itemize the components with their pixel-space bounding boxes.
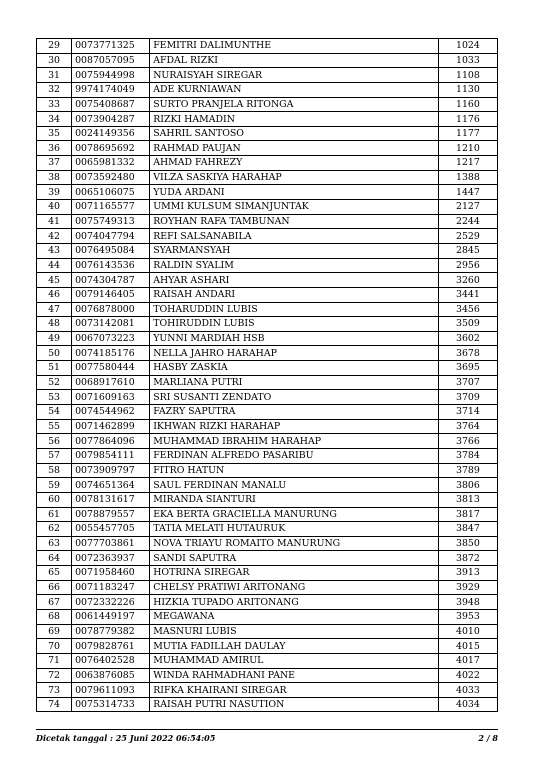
student-id: 0073142081 bbox=[72, 317, 150, 332]
student-name: AHYAR ASHARI bbox=[150, 273, 439, 288]
row-number: 33 bbox=[37, 97, 72, 112]
student-id: 0076143536 bbox=[72, 258, 150, 273]
table-row bbox=[37, 653, 498, 668]
row-number: 42 bbox=[37, 229, 72, 244]
row-number: 37 bbox=[37, 156, 72, 171]
table-row bbox=[37, 68, 498, 83]
student-name: IKHWAN RIZKI HARAHAP bbox=[150, 419, 439, 434]
student-name: ROYHAN RAFA TAMBUNAN bbox=[150, 214, 439, 229]
row-number: 53 bbox=[37, 390, 72, 405]
table-row bbox=[37, 492, 498, 507]
student-id: 0073909797 bbox=[72, 463, 150, 478]
row-number: 70 bbox=[37, 639, 72, 654]
row-number: 62 bbox=[37, 522, 72, 537]
score: 4010 bbox=[438, 624, 497, 639]
score: 3678 bbox=[438, 346, 497, 361]
table-row bbox=[37, 507, 498, 522]
student-id: 0078879557 bbox=[72, 507, 150, 522]
row-number: 49 bbox=[37, 331, 72, 346]
student-name: YUDA ARDANI bbox=[150, 185, 439, 200]
score: 3953 bbox=[438, 609, 497, 624]
table-row bbox=[37, 595, 498, 610]
score: 1210 bbox=[438, 141, 497, 156]
table-row bbox=[37, 419, 498, 434]
student-name: MARLIANA PUTRI bbox=[150, 375, 439, 390]
student-id: 0024149356 bbox=[72, 126, 150, 141]
student-name: SAHRIL SANTOSO bbox=[150, 126, 439, 141]
student-id: 0063876085 bbox=[72, 668, 150, 683]
row-number: 56 bbox=[37, 434, 72, 449]
score: 1024 bbox=[438, 39, 497, 54]
student-id: 0077703861 bbox=[72, 536, 150, 551]
student-name: TOHARUDDIN LUBIS bbox=[150, 302, 439, 317]
row-number: 39 bbox=[37, 185, 72, 200]
student-id: 0075408687 bbox=[72, 97, 150, 112]
score: 2845 bbox=[438, 243, 497, 258]
row-number: 43 bbox=[37, 243, 72, 258]
student-name: MUHAMMAD IBRAHIM HARAHAP bbox=[150, 434, 439, 449]
student-name: FAZRY SAPUTRA bbox=[150, 405, 439, 420]
row-number: 38 bbox=[37, 170, 72, 185]
student-name: HIZKIA TUPADO ARITONANG bbox=[150, 595, 439, 610]
student-id: 0074304787 bbox=[72, 273, 150, 288]
table-row bbox=[37, 375, 498, 390]
student-id: 0073904287 bbox=[72, 112, 150, 127]
student-name: MUTIA FADILLAH DAULAY bbox=[150, 639, 439, 654]
row-number: 40 bbox=[37, 200, 72, 215]
student-id: 0077864096 bbox=[72, 434, 150, 449]
student-ranking-table bbox=[36, 38, 498, 712]
student-id: 0072332226 bbox=[72, 595, 150, 610]
row-number: 63 bbox=[37, 536, 72, 551]
row-number: 73 bbox=[37, 683, 72, 698]
student-name: RIZKI HAMADIN bbox=[150, 112, 439, 127]
student-id: 0073771325 bbox=[72, 39, 150, 54]
score: 4017 bbox=[438, 653, 497, 668]
student-name: SAUL FERDINAN MANALU bbox=[150, 478, 439, 493]
student-name: NELLA JAHRO HARAHAP bbox=[150, 346, 439, 361]
table-row bbox=[37, 53, 498, 68]
score: 3789 bbox=[438, 463, 497, 478]
score: 3602 bbox=[438, 331, 497, 346]
table-row bbox=[37, 580, 498, 595]
score: 1176 bbox=[438, 112, 497, 127]
row-number: 46 bbox=[37, 287, 72, 302]
table-row bbox=[37, 317, 498, 332]
table-row bbox=[37, 566, 498, 581]
score: 2244 bbox=[438, 214, 497, 229]
student-name: SANDI SAPUTRA bbox=[150, 551, 439, 566]
student-id: 0079146405 bbox=[72, 287, 150, 302]
table-row bbox=[37, 697, 498, 712]
row-number: 29 bbox=[37, 39, 72, 54]
row-number: 45 bbox=[37, 273, 72, 288]
student-id: 0078695692 bbox=[72, 141, 150, 156]
student-id: 0071165577 bbox=[72, 200, 150, 215]
row-number: 48 bbox=[37, 317, 72, 332]
table-row bbox=[37, 478, 498, 493]
student-name: REFI SALSANABILA bbox=[150, 229, 439, 244]
row-number: 51 bbox=[37, 361, 72, 376]
table-body bbox=[37, 39, 498, 712]
table-row bbox=[37, 639, 498, 654]
score: 1217 bbox=[438, 156, 497, 171]
row-number: 47 bbox=[37, 302, 72, 317]
table-row bbox=[37, 126, 498, 141]
table-row bbox=[37, 683, 498, 698]
score: 1447 bbox=[438, 185, 497, 200]
score: 1388 bbox=[438, 170, 497, 185]
table-row bbox=[37, 434, 498, 449]
table-row bbox=[37, 668, 498, 683]
student-id: 0074651364 bbox=[72, 478, 150, 493]
score: 3913 bbox=[438, 566, 497, 581]
student-id: 0077580444 bbox=[72, 361, 150, 376]
row-number: 57 bbox=[37, 448, 72, 463]
student-name: MASNURI LUBIS bbox=[150, 624, 439, 639]
table-row bbox=[37, 463, 498, 478]
score: 3929 bbox=[438, 580, 497, 595]
score: 3766 bbox=[438, 434, 497, 449]
score: 3784 bbox=[438, 448, 497, 463]
student-name: RAISAH ANDARI bbox=[150, 287, 439, 302]
table-row bbox=[37, 214, 498, 229]
score: 1130 bbox=[438, 82, 497, 97]
score: 4015 bbox=[438, 639, 497, 654]
student-id: 0068917610 bbox=[72, 375, 150, 390]
row-number: 60 bbox=[37, 492, 72, 507]
score: 4022 bbox=[438, 668, 497, 683]
table-row bbox=[37, 361, 498, 376]
score: 1108 bbox=[438, 68, 497, 83]
student-id: 0067073223 bbox=[72, 331, 150, 346]
row-number: 41 bbox=[37, 214, 72, 229]
score: 4033 bbox=[438, 683, 497, 698]
score: 3695 bbox=[438, 361, 497, 376]
student-name: CHELSY PRATIWI ARITONANG bbox=[150, 580, 439, 595]
table-row bbox=[37, 97, 498, 112]
row-number: 31 bbox=[37, 68, 72, 83]
print-date: Dicetak tanggal : 25 Juni 2022 06:54:05 bbox=[36, 733, 216, 743]
student-id: 0087057095 bbox=[72, 53, 150, 68]
table-row bbox=[37, 405, 498, 420]
student-name: EKA BERTA GRACIELLA MANURUNG bbox=[150, 507, 439, 522]
student-id: 0071609163 bbox=[72, 390, 150, 405]
score: 2956 bbox=[438, 258, 497, 273]
student-id: 0075749313 bbox=[72, 214, 150, 229]
student-id: 0076495084 bbox=[72, 243, 150, 258]
student-name: MUHAMMAD AMIRUL bbox=[150, 653, 439, 668]
student-id: 0076878000 bbox=[72, 302, 150, 317]
table-row bbox=[37, 112, 498, 127]
student-id: 0065106075 bbox=[72, 185, 150, 200]
row-number: 44 bbox=[37, 258, 72, 273]
student-name: FERDINAN ALFREDO PASARIBU bbox=[150, 448, 439, 463]
score: 3948 bbox=[438, 595, 497, 610]
table-row bbox=[37, 346, 498, 361]
score: 3709 bbox=[438, 390, 497, 405]
student-id: 0073592480 bbox=[72, 170, 150, 185]
row-number: 36 bbox=[37, 141, 72, 156]
score: 3813 bbox=[438, 492, 497, 507]
score: 3847 bbox=[438, 522, 497, 537]
student-name: RAHMAD PAUJAN bbox=[150, 141, 439, 156]
student-name: UMMI KULSUM SIMANJUNTAK bbox=[150, 200, 439, 215]
student-id: 0071462899 bbox=[72, 419, 150, 434]
score: 3872 bbox=[438, 551, 497, 566]
student-id: 0072363937 bbox=[72, 551, 150, 566]
table-row bbox=[37, 243, 498, 258]
row-number: 54 bbox=[37, 405, 72, 420]
table-row bbox=[37, 287, 498, 302]
score: 3850 bbox=[438, 536, 497, 551]
row-number: 30 bbox=[37, 53, 72, 68]
student-id: 0061449197 bbox=[72, 609, 150, 624]
score: 2529 bbox=[438, 229, 497, 244]
score: 1160 bbox=[438, 97, 497, 112]
row-number: 58 bbox=[37, 463, 72, 478]
row-number: 68 bbox=[37, 609, 72, 624]
row-number: 61 bbox=[37, 507, 72, 522]
score: 3714 bbox=[438, 405, 497, 420]
row-number: 55 bbox=[37, 419, 72, 434]
score: 3817 bbox=[438, 507, 497, 522]
score: 3509 bbox=[438, 317, 497, 332]
score: 3764 bbox=[438, 419, 497, 434]
score: 1033 bbox=[438, 53, 497, 68]
student-id: 9974174049 bbox=[72, 82, 150, 97]
student-name: ADE KURNIAWAN bbox=[150, 82, 439, 97]
row-number: 59 bbox=[37, 478, 72, 493]
student-id: 0075944998 bbox=[72, 68, 150, 83]
student-id: 0074047794 bbox=[72, 229, 150, 244]
student-name: TOHIRUDDIN LUBIS bbox=[150, 317, 439, 332]
row-number: 71 bbox=[37, 653, 72, 668]
student-name: SYARMANSYAH bbox=[150, 243, 439, 258]
student-id: 0075314733 bbox=[72, 697, 150, 712]
row-number: 35 bbox=[37, 126, 72, 141]
student-id: 0076402528 bbox=[72, 653, 150, 668]
student-id: 0079854111 bbox=[72, 448, 150, 463]
table-row bbox=[37, 331, 498, 346]
table-row bbox=[37, 170, 498, 185]
student-name: RAISAH PUTRI NASUTION bbox=[150, 697, 439, 712]
table-row bbox=[37, 390, 498, 405]
student-name: MIRANDA SIANTURI bbox=[150, 492, 439, 507]
student-id: 0074544962 bbox=[72, 405, 150, 420]
student-id: 0078779382 bbox=[72, 624, 150, 639]
student-name: NOVA TRIAYU ROMAITO MANURUNG bbox=[150, 536, 439, 551]
document-page bbox=[36, 38, 498, 712]
page-footer bbox=[36, 729, 498, 746]
student-name: FEMITRI DALIMUNTHE bbox=[150, 39, 439, 54]
table-row bbox=[37, 82, 498, 97]
student-id: 0078131617 bbox=[72, 492, 150, 507]
table-row bbox=[37, 551, 498, 566]
student-name: WINDA RAHMADHANI PANE bbox=[150, 668, 439, 683]
student-name: RALDIN SYALIM bbox=[150, 258, 439, 273]
row-number: 32 bbox=[37, 82, 72, 97]
student-name: TATIA MELATI HUTAURUK bbox=[150, 522, 439, 537]
score: 3806 bbox=[438, 478, 497, 493]
score: 3441 bbox=[438, 287, 497, 302]
score: 2127 bbox=[438, 200, 497, 215]
score: 3456 bbox=[438, 302, 497, 317]
row-number: 67 bbox=[37, 595, 72, 610]
table-row bbox=[37, 273, 498, 288]
student-id: 0065981332 bbox=[72, 156, 150, 171]
table-row bbox=[37, 229, 498, 244]
row-number: 72 bbox=[37, 668, 72, 683]
student-name: VILZA SASKIYA HARAHAP bbox=[150, 170, 439, 185]
student-id: 0071183247 bbox=[72, 580, 150, 595]
student-name: HASBY ZASKIA bbox=[150, 361, 439, 376]
row-number: 69 bbox=[37, 624, 72, 639]
table-row bbox=[37, 522, 498, 537]
table-row bbox=[37, 39, 498, 54]
row-number: 65 bbox=[37, 566, 72, 581]
table-row bbox=[37, 200, 498, 215]
student-id: 0074185176 bbox=[72, 346, 150, 361]
score: 1177 bbox=[438, 126, 497, 141]
table-row bbox=[37, 536, 498, 551]
row-number: 50 bbox=[37, 346, 72, 361]
table-row bbox=[37, 609, 498, 624]
row-number: 34 bbox=[37, 112, 72, 127]
student-name: NURAISYAH SIREGAR bbox=[150, 68, 439, 83]
student-id: 0055457705 bbox=[72, 522, 150, 537]
table-row bbox=[37, 624, 498, 639]
score: 3260 bbox=[438, 273, 497, 288]
student-name: AHMAD FAHREZY bbox=[150, 156, 439, 171]
table-row bbox=[37, 258, 498, 273]
student-name: AFDAL RIZKI bbox=[150, 53, 439, 68]
score: 4034 bbox=[438, 697, 497, 712]
student-name: SRI SUSANTI ZENDATO bbox=[150, 390, 439, 405]
row-number: 66 bbox=[37, 580, 72, 595]
student-name: MEGAWANA bbox=[150, 609, 439, 624]
row-number: 52 bbox=[37, 375, 72, 390]
table-row bbox=[37, 302, 498, 317]
row-number: 64 bbox=[37, 551, 72, 566]
page-number: 2 / 8 bbox=[478, 733, 498, 743]
table-row bbox=[37, 185, 498, 200]
table-row bbox=[37, 156, 498, 171]
student-name: FITRO HATUN bbox=[150, 463, 439, 478]
row-number: 74 bbox=[37, 697, 72, 712]
score: 3707 bbox=[438, 375, 497, 390]
student-id: 0079611093 bbox=[72, 683, 150, 698]
student-name: HOTRINA SIREGAR bbox=[150, 566, 439, 581]
table-row bbox=[37, 448, 498, 463]
table-row bbox=[37, 141, 498, 156]
student-id: 0079828761 bbox=[72, 639, 150, 654]
student-name: YUNNI MARDIAH HSB bbox=[150, 331, 439, 346]
student-id: 0071958460 bbox=[72, 566, 150, 581]
student-name: RIFKA KHAIRANI SIREGAR bbox=[150, 683, 439, 698]
student-name: SURTO PRANJELA RITONGA bbox=[150, 97, 439, 112]
